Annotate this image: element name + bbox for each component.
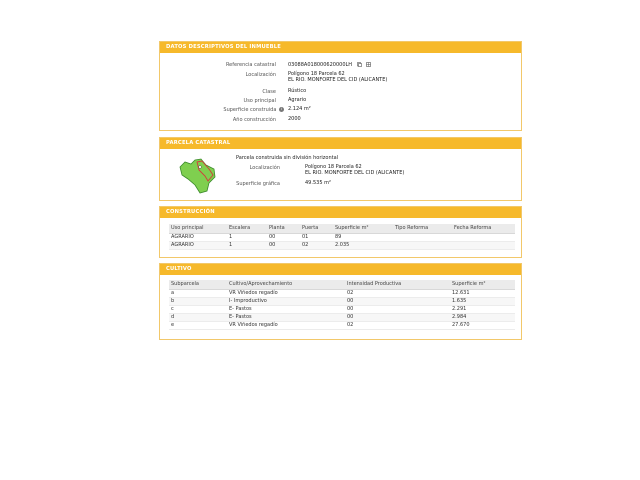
table-row xyxy=(169,305,515,313)
table-row xyxy=(169,241,515,249)
table-cell: b xyxy=(169,297,227,305)
table-cell: 00 xyxy=(267,241,300,249)
cultivation-panel xyxy=(159,263,522,340)
column-header: Fecha Reforma xyxy=(452,224,515,233)
column-header: Escalera xyxy=(227,224,267,233)
table-row xyxy=(169,233,515,241)
construction-table xyxy=(169,224,515,250)
table-cell: 27.670 xyxy=(450,321,515,329)
table-cell: 89 xyxy=(333,233,393,241)
parcel-subtitle: Parcela construida sin división horizontal xyxy=(236,155,339,161)
table-cell: 00 xyxy=(345,313,450,321)
main-use-label: Uso principal xyxy=(243,98,276,104)
parcel-location-line2: EL RIO. MONFORTE DEL CID (ALICANTE) xyxy=(305,169,405,176)
table-cell: 12.631 xyxy=(450,289,515,297)
column-header: Intensidad Productiva xyxy=(345,280,450,289)
parcel-area-row xyxy=(160,181,523,189)
table-cell xyxy=(452,241,515,249)
parcel-location-label: Localización xyxy=(249,165,280,171)
descriptive-data-header: DATOS DESCRIPTIVOS DEL INMUEBLE xyxy=(160,42,521,53)
built-area-value: 2.124 m² xyxy=(288,106,311,112)
construction-year-row xyxy=(160,117,523,125)
column-header: Uso principal xyxy=(169,224,227,233)
main-use-row xyxy=(160,98,523,106)
cadastral-reference-value: 03088A018000620000LH xyxy=(288,62,353,68)
class-row xyxy=(160,89,523,97)
construction-panel xyxy=(159,206,522,258)
table-cell: 00 xyxy=(267,233,300,241)
column-header: Superficie m² xyxy=(333,224,393,233)
table-cell: E- Pastos xyxy=(227,305,345,313)
parcel-location-row xyxy=(160,165,523,178)
location-row xyxy=(160,72,523,85)
cadastral-reference-label: Referencia catastral xyxy=(225,62,276,68)
descriptive-data-panel xyxy=(159,41,522,131)
copy-icon[interactable] xyxy=(357,62,362,67)
location-line2: EL RIO. MONFORTE DEL CID (ALICANTE) xyxy=(288,76,388,83)
table-cell xyxy=(393,241,452,249)
table-cell: d xyxy=(169,313,227,321)
table-cell: 02 xyxy=(300,241,333,249)
table-row xyxy=(169,289,515,297)
class-value: Rústico xyxy=(288,88,307,94)
map-grid-icon[interactable] xyxy=(366,62,371,67)
info-icon[interactable]: i xyxy=(281,107,282,111)
parcel-area-value: 49.535 m² xyxy=(305,180,331,186)
location-label: Localización xyxy=(245,72,276,78)
table-cell: VR Viñedos regadío xyxy=(227,321,345,329)
cultivation-table xyxy=(169,280,515,330)
cadastral-parcel-header: PARCELA CATASTRAL xyxy=(160,138,521,149)
cadastral-reference-row xyxy=(160,62,523,70)
table-cell: 1 xyxy=(227,233,267,241)
location-line1: Polígono 18 Parcela 62 xyxy=(288,71,345,77)
table-cell: 01 xyxy=(300,233,333,241)
table-cell: 02 xyxy=(345,321,450,329)
table-cell: e xyxy=(169,321,227,329)
construction-year-label: Año construcción xyxy=(232,117,276,123)
table-cell: VR Viñedos regadío xyxy=(227,289,345,297)
construction-header: CONSTRUCCIÓN xyxy=(160,207,521,218)
parcel-location-line1: Polígono 18 Parcela 62 xyxy=(305,164,362,170)
table-cell: 2.035 xyxy=(333,241,393,249)
table-cell xyxy=(393,233,452,241)
column-header: Tipo Reforma xyxy=(393,224,452,233)
table-cell: AGRARIO xyxy=(169,241,227,249)
construction-table-header xyxy=(169,224,515,233)
parcel-area-label: Superficie gráfica xyxy=(236,181,280,187)
built-area-label: Superficie construida xyxy=(223,107,277,113)
table-cell: 1 xyxy=(227,241,267,249)
table-cell: I- Improductivo xyxy=(227,297,345,305)
table-cell: 1.635 xyxy=(450,297,515,305)
table-row xyxy=(169,297,515,305)
column-header: Superficie m² xyxy=(450,280,515,289)
table-cell: 00 xyxy=(345,297,450,305)
main-use-value: Agrario xyxy=(288,97,307,103)
table-cell: a xyxy=(169,289,227,297)
construction-year-value: 2000 xyxy=(288,116,301,122)
table-cell: E- Pastos xyxy=(227,313,345,321)
table-row xyxy=(169,313,515,321)
table-cell: AGRARIO xyxy=(169,233,227,241)
column-header: Planta xyxy=(267,224,300,233)
class-label: Clase xyxy=(262,89,276,95)
built-area-row xyxy=(160,107,523,115)
table-cell: 2.984 xyxy=(450,313,515,321)
table-cell: 00 xyxy=(345,305,450,313)
table-cell: c xyxy=(169,305,227,313)
table-row xyxy=(169,321,515,329)
cultivation-header: CULTIVO xyxy=(160,264,521,275)
column-header: Puerta xyxy=(300,224,333,233)
column-header: Cultivo/Aprovechamiento xyxy=(227,280,345,289)
column-header: Subparcela xyxy=(169,280,227,289)
table-cell xyxy=(452,233,515,241)
cadastral-parcel-panel xyxy=(159,137,522,201)
table-cell: 2.291 xyxy=(450,305,515,313)
cultivation-table-header xyxy=(169,280,515,289)
table-cell: 02 xyxy=(345,289,450,297)
